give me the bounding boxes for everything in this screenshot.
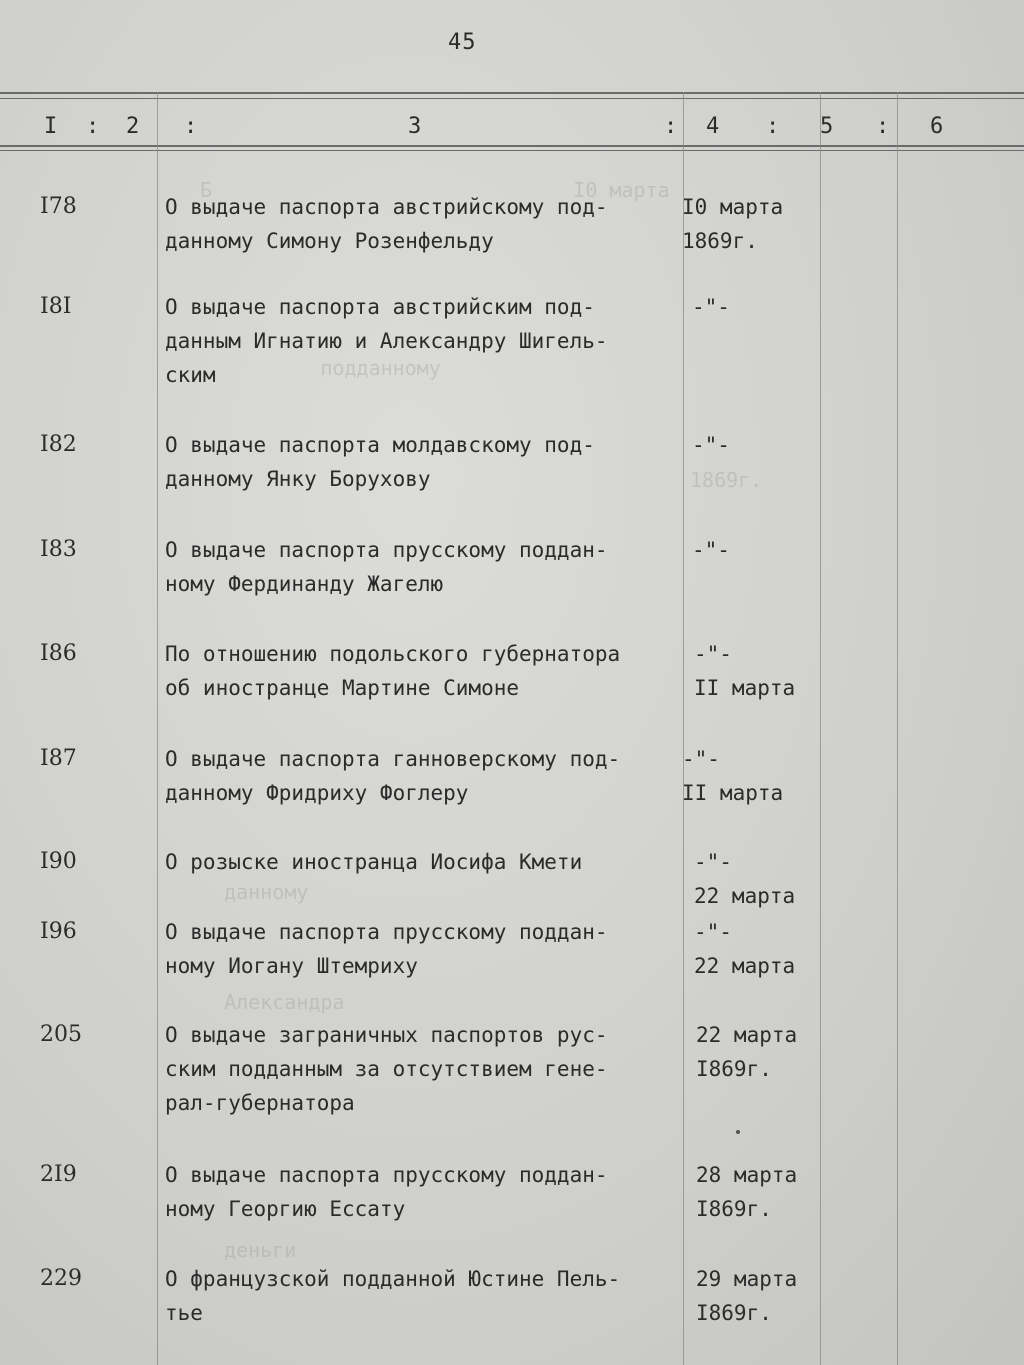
entry-number: I87: [40, 746, 77, 771]
header-col-1: I: [44, 114, 58, 139]
entry-description: О выдаче паспорта прусскому поддан- ному Иогану Штемриху: [165, 920, 608, 978]
bleed-through-shadow: Александра: [200, 990, 345, 1014]
entry-description: О выдаче паспорта австрийским под- данным Игнатию и Александру Шигель- ским: [165, 295, 608, 387]
bleed-through-shadow: подданному: [200, 356, 441, 380]
column-divider: [897, 92, 898, 1365]
bleed-through-shadow: 1869г.: [690, 468, 763, 492]
entry-date: -"- 22 марта: [694, 850, 796, 908]
entry-date: 28 марта I869г.: [696, 1163, 798, 1221]
header-separator: :: [766, 114, 780, 139]
entry-number: I96: [40, 919, 77, 944]
entry-description: По отношению подольского губернатора об иностранце Мартине Симоне: [165, 642, 621, 700]
entry-date: 22 марта I869г.: [696, 1023, 798, 1081]
header-separator: :: [184, 114, 198, 139]
entry-date: -"- 22 марта: [694, 920, 796, 978]
header-col-5: 5: [820, 114, 834, 139]
header-col-2: 2: [126, 114, 140, 139]
entry-description: О выдаче паспорта молдавскому под- данному Янку Борухову: [165, 433, 595, 491]
bleed-through-shadow: деньги: [200, 1238, 297, 1262]
column-divider: [157, 92, 158, 1365]
table-header: [0, 110, 1024, 146]
entry-description: О выдаче паспорта австрийскому под- данному Симону Розенфельду: [165, 195, 608, 253]
ink-dot: [736, 1130, 740, 1134]
entry-number: I83: [40, 537, 77, 562]
entry-description: О французской подданной Юстине Пель- тье: [165, 1267, 621, 1325]
entry-date: -"-: [692, 295, 730, 319]
header-separator: :: [876, 114, 890, 139]
table-top-rule: [0, 92, 1024, 94]
entry-date: -"- II марта: [682, 747, 784, 805]
entry-description: О выдаче заграничных паспортов рус- ским подданным за отсутствием гене- рал-губернатора: [165, 1023, 608, 1115]
entry-description: О выдаче паспорта прусскому поддан- ному Фердинанду Жагелю: [165, 538, 608, 596]
header-col-6: 6: [930, 114, 944, 139]
entry-number: I90: [40, 849, 77, 874]
entry-date: 29 марта I869г.: [696, 1267, 798, 1325]
entry-description: О розыске иностранца Иосифа Кмети: [165, 850, 583, 874]
header-col-3: 3: [408, 114, 422, 139]
entry-number: 229: [40, 1266, 82, 1291]
entry-number: I8I: [40, 294, 72, 319]
entry-number: 205: [40, 1022, 82, 1047]
entry-date: -"-: [692, 433, 730, 457]
entry-date: -"-: [692, 538, 730, 562]
bleed-through-shadow: данному: [200, 880, 309, 904]
entry-date: I0 марта 1869г.: [682, 195, 784, 253]
entry-number: I82: [40, 432, 77, 457]
header-separator: :: [86, 114, 100, 139]
header-bottom-rule-inner: [0, 150, 1024, 151]
entry-description: О выдаче паспорта прусскому поддан- ному Георгию Ессату: [165, 1163, 608, 1221]
page-number: 45: [448, 30, 477, 55]
entry-description: О выдаче паспорта ганноверскому под- данному Фридриху Фоглеру: [165, 747, 621, 805]
header-separator: :: [664, 114, 678, 139]
entry-date: -"- II марта: [694, 642, 796, 700]
entry-number: 2I9: [40, 1162, 77, 1187]
table-top-rule-inner: [0, 98, 1024, 99]
entry-number: I86: [40, 641, 77, 666]
entry-number: I78: [40, 194, 77, 219]
bleed-through-shadow: Б І0 марта: [200, 178, 670, 202]
header-col-4: 4: [706, 114, 720, 139]
